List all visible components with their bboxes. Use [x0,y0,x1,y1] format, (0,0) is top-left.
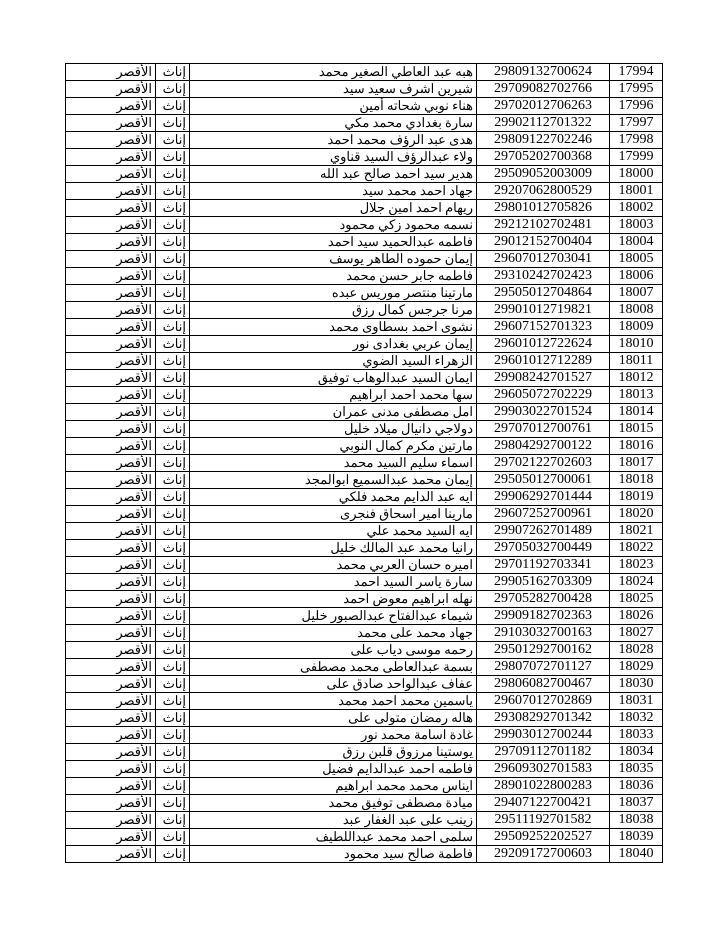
national-id-cell: 29103032700163 [477,625,610,642]
national-id-cell: 29903012700244 [477,727,610,744]
gender-cell: إناث [156,506,190,523]
governorate-cell: الأقصر [66,829,156,846]
name-cell: فاطمه احمد عبدالدايم فضيل [190,761,477,778]
national-id-cell: 29809132700624 [477,64,610,81]
name-cell: اميره حسان العربي محمد [190,557,477,574]
gender-cell: إناث [156,132,190,149]
gender-cell: إناث [156,64,190,81]
name-cell: شيرين اشرف سعيد سيد [190,81,477,98]
governorate-cell: الأقصر [66,557,156,574]
national-id-cell: 29809122702246 [477,132,610,149]
governorate-cell: الأقصر [66,251,156,268]
serial-cell: 18004 [610,234,663,251]
serial-cell: 18024 [610,574,663,591]
table-row [66,727,663,744]
gender-cell: إناث [156,778,190,795]
national-id-cell: 29310242702423 [477,268,610,285]
table-row [66,472,663,489]
gender-cell: إناث [156,353,190,370]
name-cell: سها محمد احمد ابراهيم [190,387,477,404]
national-id-cell: 29906292701444 [477,489,610,506]
name-cell: ايناس محمد محمد ابراهيم [190,778,477,795]
gender-cell: إناث [156,761,190,778]
table-row [66,302,663,319]
name-cell: مارتين مكرم كمال النوبي [190,438,477,455]
governorate-cell: الأقصر [66,472,156,489]
gender-cell: إناث [156,404,190,421]
governorate-cell: الأقصر [66,234,156,251]
national-id-cell: 29607152701323 [477,319,610,336]
national-id-cell: 29806082700467 [477,676,610,693]
national-id-cell: 29609302701583 [477,761,610,778]
gender-cell: إناث [156,829,190,846]
national-id-cell: 29601012722624 [477,336,610,353]
governorate-cell: الأقصر [66,183,156,200]
national-id-cell: 28901022800283 [477,778,610,795]
table-row [66,761,663,778]
serial-cell: 18001 [610,183,663,200]
serial-cell: 18033 [610,727,663,744]
serial-cell: 18010 [610,336,663,353]
table-row [66,183,663,200]
table-row [66,829,663,846]
serial-cell: 18025 [610,591,663,608]
table-row [66,217,663,234]
serial-cell: 18002 [610,200,663,217]
serial-cell: 18021 [610,523,663,540]
name-cell: مرنا جرجس كمال رزق [190,302,477,319]
governorate-cell: الأقصر [66,710,156,727]
gender-cell: إناث [156,591,190,608]
table-row [66,557,663,574]
gender-cell: إناث [156,625,190,642]
table-row [66,98,663,115]
governorate-cell: الأقصر [66,693,156,710]
gender-cell: إناث [156,659,190,676]
national-id-cell: 29212102702481 [477,217,610,234]
governorate-cell: الأقصر [66,370,156,387]
serial-cell: 18020 [610,506,663,523]
name-cell: سلمى احمد محمد عبداللطيف [190,829,477,846]
serial-cell: 18030 [610,676,663,693]
governorate-cell: الأقصر [66,115,156,132]
gender-cell: إناث [156,472,190,489]
name-cell: الزهراء السيد الضوي [190,353,477,370]
name-cell: جهاد احمد محمد سيد [190,183,477,200]
serial-cell: 18040 [610,846,663,863]
table-row [66,81,663,98]
gender-cell: إناث [156,710,190,727]
national-id-cell: 29705282700428 [477,591,610,608]
governorate-cell: الأقصر [66,268,156,285]
table-row [66,608,663,625]
table-row [66,812,663,829]
table-row [66,574,663,591]
national-id-cell: 29505012704864 [477,285,610,302]
gender-cell: إناث [156,319,190,336]
table-row [66,506,663,523]
serial-cell: 18035 [610,761,663,778]
national-id-cell: 29607012703041 [477,251,610,268]
serial-cell: 18000 [610,166,663,183]
name-cell: إيمان حموده الطاهر يوسف [190,251,477,268]
table-row [66,132,663,149]
name-cell: مارينا امير اسحاق فنجرى [190,506,477,523]
table-row [66,149,663,166]
national-id-cell: 29908242701527 [477,370,610,387]
gender-cell: إناث [156,727,190,744]
governorate-cell: الأقصر [66,404,156,421]
name-cell: جهاد محمد على محمد [190,625,477,642]
governorate-cell: الأقصر [66,166,156,183]
table-row [66,285,663,302]
national-id-cell: 29407122700421 [477,795,610,812]
name-cell: هدى عبد الرؤف محمد احمد [190,132,477,149]
national-id-cell: 29511192701582 [477,812,610,829]
name-cell: هناء نوبي شحاته أمين [190,98,477,115]
table-row [66,200,663,217]
governorate-cell: الأقصر [66,574,156,591]
table-row [66,795,663,812]
governorate-cell: الأقصر [66,149,156,166]
table-row [66,251,663,268]
serial-cell: 18009 [610,319,663,336]
governorate-cell: الأقصر [66,812,156,829]
table-body [66,64,663,863]
table-row [66,744,663,761]
serial-cell: 18014 [610,404,663,421]
serial-cell: 18031 [610,693,663,710]
national-id-cell: 29509052003009 [477,166,610,183]
serial-cell: 18013 [610,387,663,404]
governorate-cell: الأقصر [66,98,156,115]
governorate-cell: الأقصر [66,302,156,319]
table-row [66,404,663,421]
name-cell: يوستينا مرزوق قلبن رزق [190,744,477,761]
governorate-cell: الأقصر [66,285,156,302]
name-cell: إيمان عربي بغدادى نور [190,336,477,353]
serial-cell: 18012 [610,370,663,387]
table-row [66,693,663,710]
governorate-cell: الأقصر [66,217,156,234]
name-cell: ميادة مصطفى توفيق محمد [190,795,477,812]
table-row [66,319,663,336]
governorate-cell: الأقصر [66,421,156,438]
gender-cell: إناث [156,676,190,693]
national-id-cell: 29209172700603 [477,846,610,863]
gender-cell: إناث [156,217,190,234]
table-row [66,166,663,183]
serial-cell: 18027 [610,625,663,642]
national-id-cell: 29207062800529 [477,183,610,200]
gender-cell: إناث [156,166,190,183]
national-id-cell: 29902112701322 [477,115,610,132]
name-cell: امل مصطفى مدنى عمران [190,404,477,421]
national-id-cell: 29701192703341 [477,557,610,574]
governorate-cell: الأقصر [66,336,156,353]
governorate-cell: الأقصر [66,625,156,642]
gender-cell: إناث [156,200,190,217]
name-cell: ياسمين محمد احمد محمد [190,693,477,710]
national-id-cell: 29901012719821 [477,302,610,319]
national-id-cell: 29605072702229 [477,387,610,404]
table-row [66,540,663,557]
national-id-cell: 29709112701182 [477,744,610,761]
national-id-cell: 29012152700404 [477,234,610,251]
serial-cell: 18034 [610,744,663,761]
name-cell: ايه السيد محمد علي [190,523,477,540]
serial-cell: 18039 [610,829,663,846]
table-row [66,387,663,404]
national-id-cell: 29804292700122 [477,438,610,455]
name-cell: زينب على عبد الغفار عبد [190,812,477,829]
gender-cell: إناث [156,234,190,251]
name-cell: ايمان السيد عبدالوهاب توفيق [190,370,477,387]
gender-cell: إناث [156,455,190,472]
governorate-cell: الأقصر [66,489,156,506]
serial-cell: 18032 [610,710,663,727]
governorate-cell: الأقصر [66,676,156,693]
serial-cell: 17997 [610,115,663,132]
serial-cell: 17996 [610,98,663,115]
name-cell: رانيا محمد عبد المالك خليل [190,540,477,557]
governorate-cell: الأقصر [66,387,156,404]
name-cell: بسمة عبدالعاطى محمد مصطفى [190,659,477,676]
gender-cell: إناث [156,149,190,166]
national-id-cell: 29801012705826 [477,200,610,217]
table-row [66,778,663,795]
governorate-cell: الأقصر [66,846,156,863]
gender-cell: إناث [156,574,190,591]
name-cell: هدير سيد احمد صالح عبد الله [190,166,477,183]
serial-cell: 17994 [610,64,663,81]
serial-cell: 18018 [610,472,663,489]
serial-cell: 18015 [610,421,663,438]
gender-cell: إناث [156,557,190,574]
governorate-cell: الأقصر [66,81,156,98]
gender-cell: إناث [156,387,190,404]
name-cell: فاطمه جابر حسن محمد [190,268,477,285]
national-id-cell: 29601012712289 [477,353,610,370]
name-cell: ولاء عبدالرؤف السيد قناوي [190,149,477,166]
table-row [66,846,663,863]
national-id-cell: 29905162703309 [477,574,610,591]
table-row [66,268,663,285]
table-row [66,625,663,642]
table-row [66,421,663,438]
gender-cell: إناث [156,183,190,200]
table-row [66,676,663,693]
gender-cell: إناث [156,693,190,710]
governorate-cell: الأقصر [66,727,156,744]
name-cell: مارتينا منتصر موريس عبده [190,285,477,302]
national-id-cell: 29709082702766 [477,81,610,98]
table-row [66,489,663,506]
national-id-cell: 29705032700449 [477,540,610,557]
national-id-cell: 29705202700368 [477,149,610,166]
governorate-cell: الأقصر [66,455,156,472]
table-row [66,455,663,472]
serial-cell: 18028 [610,642,663,659]
gender-cell: إناث [156,438,190,455]
gender-cell: إناث [156,744,190,761]
national-id-cell: 29509252202527 [477,829,610,846]
name-cell: سارة بغدادي محمد مكي [190,115,477,132]
table-row [66,438,663,455]
gender-cell: إناث [156,489,190,506]
governorate-cell: الأقصر [66,506,156,523]
serial-cell: 17999 [610,149,663,166]
gender-cell: إناث [156,268,190,285]
serial-cell: 18037 [610,795,663,812]
national-id-cell: 29607252700961 [477,506,610,523]
serial-cell: 18007 [610,285,663,302]
name-cell: فاطمة صالح سيد محمود [190,846,477,863]
serial-cell: 18023 [610,557,663,574]
serial-cell: 17995 [610,81,663,98]
governorate-cell: الأقصر [66,591,156,608]
table-row [66,353,663,370]
table-row [66,659,663,676]
table-row [66,523,663,540]
gender-cell: إناث [156,81,190,98]
governorate-cell: الأقصر [66,64,156,81]
national-id-cell: 29702122702603 [477,455,610,472]
serial-cell: 18016 [610,438,663,455]
table-row [66,710,663,727]
table-row [66,64,663,81]
gender-cell: إناث [156,115,190,132]
gender-cell: إناث [156,285,190,302]
national-id-cell: 29807072701127 [477,659,610,676]
name-cell: رحمه موسى دياب على [190,642,477,659]
serial-cell: 17998 [610,132,663,149]
governorate-cell: الأقصر [66,540,156,557]
national-id-cell: 29308292701342 [477,710,610,727]
name-cell: شيماء عبدالفتاح عبدالصبور خليل [190,608,477,625]
gender-cell: إناث [156,540,190,557]
serial-cell: 18005 [610,251,663,268]
governorate-cell: الأقصر [66,353,156,370]
national-id-cell: 29702012706263 [477,98,610,115]
name-cell: نهله ابراهيم معوض احمد [190,591,477,608]
gender-cell: إناث [156,251,190,268]
national-id-cell: 29607012702869 [477,693,610,710]
governorate-cell: الأقصر [66,795,156,812]
name-cell: دولاجي دانيال ميلاد خليل [190,421,477,438]
name-cell: فاطمه عبدالحميد سيد احمد [190,234,477,251]
serial-cell: 18017 [610,455,663,472]
governorate-cell: الأقصر [66,642,156,659]
name-cell: إيمان محمد عبدالسميع ابوالمجد [190,472,477,489]
name-cell: عفاف عبدالواحد صادق على [190,676,477,693]
name-cell: نسمه محمود زكي محمود [190,217,477,234]
gender-cell: إناث [156,812,190,829]
gender-cell: إناث [156,98,190,115]
governorate-cell: الأقصر [66,744,156,761]
national-id-cell: 29907262701489 [477,523,610,540]
national-id-cell: 29501292700162 [477,642,610,659]
governorate-cell: الأقصر [66,608,156,625]
table-row [66,370,663,387]
national-id-cell: 29707012700761 [477,421,610,438]
serial-cell: 18022 [610,540,663,557]
serial-cell: 18008 [610,302,663,319]
table-row [66,234,663,251]
table-row [66,591,663,608]
serial-cell: 18011 [610,353,663,370]
governorate-cell: الأقصر [66,659,156,676]
name-cell: هبه عبد العاطي الصغير محمد [190,64,477,81]
serial-cell: 18003 [610,217,663,234]
gender-cell: إناث [156,421,190,438]
name-cell: غادة اسامة محمد نور [190,727,477,744]
serial-cell: 18019 [610,489,663,506]
governorate-cell: الأقصر [66,761,156,778]
governorate-cell: الأقصر [66,523,156,540]
name-cell: ريهام احمد امين جلال [190,200,477,217]
gender-cell: إناث [156,370,190,387]
national-id-cell: 29903022701524 [477,404,610,421]
table-row [66,115,663,132]
gender-cell: إناث [156,336,190,353]
gender-cell: إناث [156,846,190,863]
serial-cell: 18006 [610,268,663,285]
governorate-cell: الأقصر [66,438,156,455]
serial-cell: 18026 [610,608,663,625]
name-cell: هاله رمضان متولى على [190,710,477,727]
governorate-cell: الأقصر [66,778,156,795]
gender-cell: إناث [156,302,190,319]
gender-cell: إناث [156,795,190,812]
table-row [66,642,663,659]
governorate-cell: الأقصر [66,319,156,336]
data-table [65,63,663,863]
serial-cell: 18038 [610,812,663,829]
gender-cell: إناث [156,642,190,659]
serial-cell: 18029 [610,659,663,676]
name-cell: اسماء سليم السيد محمد [190,455,477,472]
gender-cell: إناث [156,608,190,625]
name-cell: ايه عبد الدايم محمد فلكي [190,489,477,506]
governorate-cell: الأقصر [66,132,156,149]
name-cell: سارة ياسر السيد احمد [190,574,477,591]
serial-cell: 18036 [610,778,663,795]
national-id-cell: 29505012700061 [477,472,610,489]
table-row [66,336,663,353]
governorate-cell: الأقصر [66,200,156,217]
gender-cell: إناث [156,523,190,540]
name-cell: نشوى احمد بسطاوى محمد [190,319,477,336]
national-id-cell: 29909182702363 [477,608,610,625]
